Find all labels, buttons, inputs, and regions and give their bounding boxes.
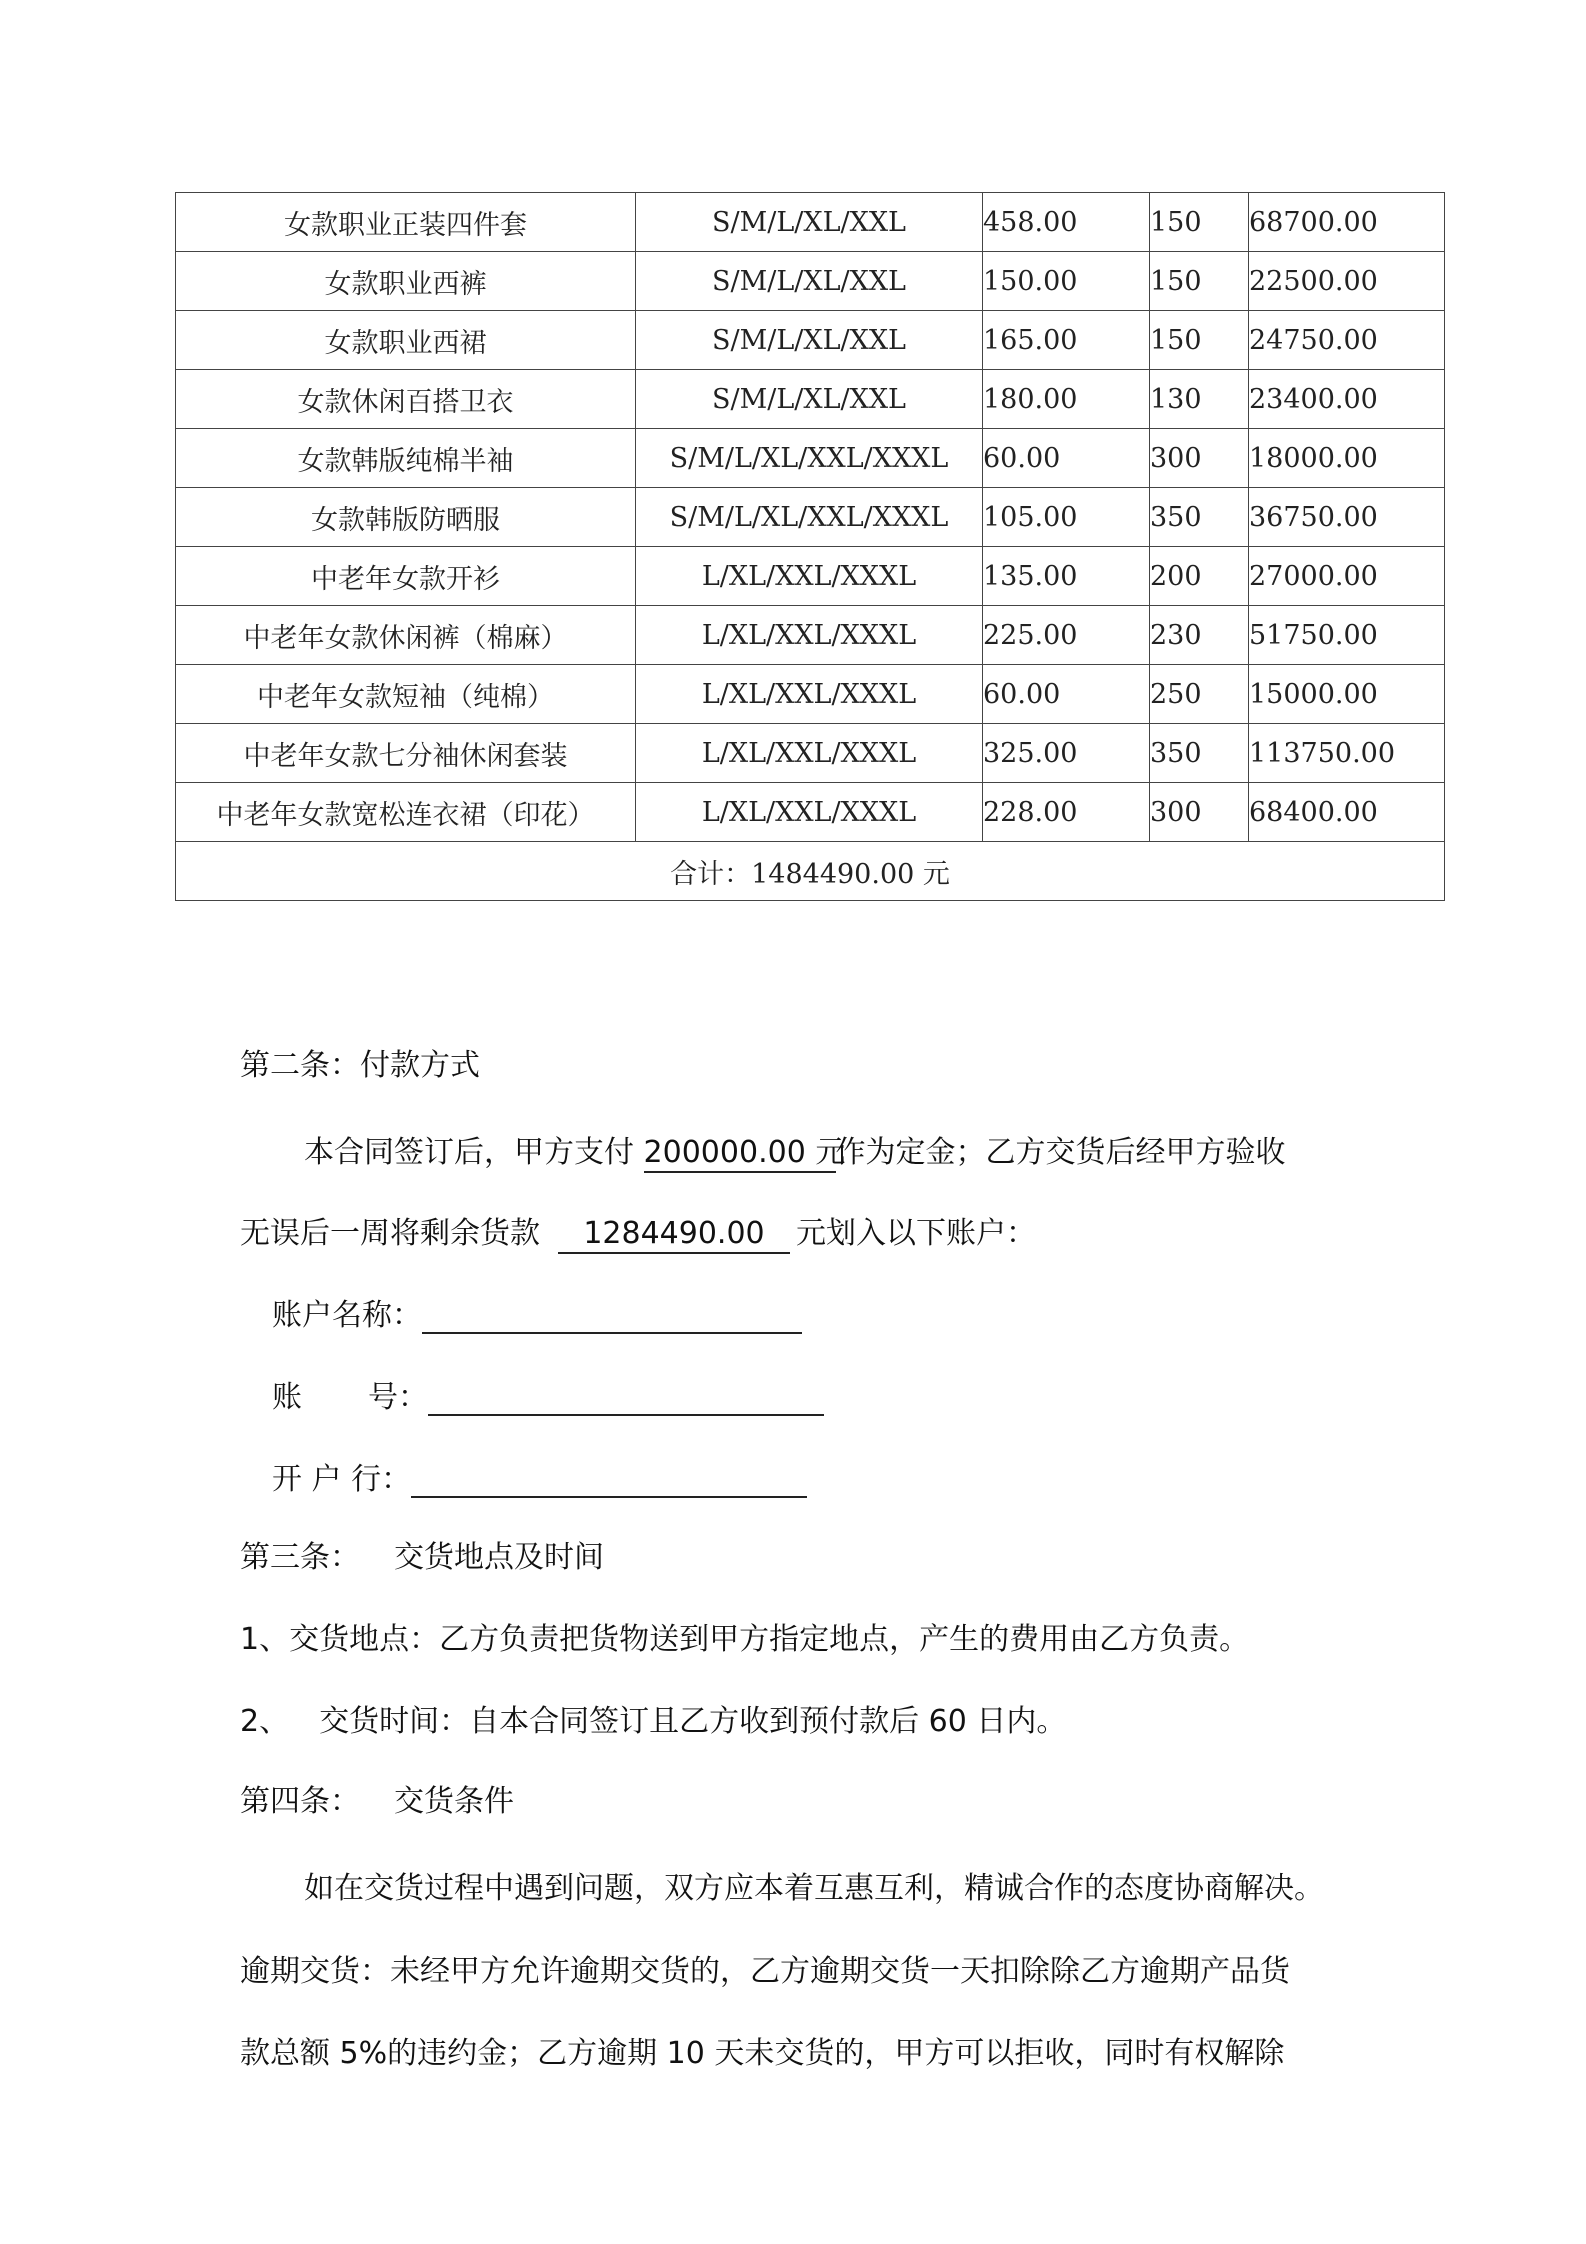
table-row [176, 311, 1445, 370]
quantity-cell: 300 [1150, 783, 1249, 842]
product-name-cell: 女款职业西裤 [176, 252, 636, 311]
article-3-title: 交货地点及时间 [394, 1540, 604, 1575]
account-number-label: 号： [368, 1380, 428, 1415]
quantity-cell: 150 [1150, 252, 1249, 311]
late-delivery-paragraph-line-1: 逾期交货：未经甲方允许逾期交货的，乙方逾期交货一天扣除除乙方逾期产品货 [240, 1954, 1290, 1989]
quantity-cell: 230 [1150, 606, 1249, 665]
quantity-cell: 150 [1150, 193, 1249, 252]
delivery-place-item: 1、交货地点：乙方负责把货物送到甲方指定地点，产生的费用由乙方负责。 [240, 1622, 1250, 1657]
product-name-cell: 中老年女款短袖（纯棉） [176, 665, 636, 724]
unit-price-cell: 165.00 [983, 311, 1150, 370]
table-row [176, 488, 1445, 547]
table-row [176, 547, 1445, 606]
amount-cell: 23400.00 [1249, 370, 1445, 429]
amount-cell: 27000.00 [1249, 547, 1445, 606]
article-4-heading [240, 1776, 1360, 1820]
quantity-cell: 130 [1150, 370, 1249, 429]
sizes-cell: S/M/L/XL/XXL/XXXL [636, 488, 983, 547]
table-row [176, 783, 1445, 842]
unit-price-cell: 60.00 [983, 665, 1150, 724]
unit-price-cell: 60.00 [983, 429, 1150, 488]
delivery-conditions-paragraph: 如在交货过程中遇到问题，双方应本着互惠互利，精诚合作的态度协商解决。 [304, 1871, 1324, 1906]
amount-cell: 15000.00 [1249, 665, 1445, 724]
product-name-cell: 女款韩版纯棉半袖 [176, 429, 636, 488]
table-row [176, 606, 1445, 665]
article-3-heading [240, 1532, 1360, 1576]
payment-paragraph-line-2 [240, 1208, 1360, 1254]
quantity-cell: 300 [1150, 429, 1249, 488]
quantity-cell: 350 [1150, 488, 1249, 547]
sizes-cell: L/XL/XXL/XXXL [636, 724, 983, 783]
goods-table-body [176, 193, 1445, 901]
bank-row [240, 1454, 1392, 1498]
table-row [176, 193, 1445, 252]
sizes-cell: L/XL/XXL/XXXL [636, 665, 983, 724]
sizes-cell: L/XL/XXL/XXXL [636, 783, 983, 842]
quantity-cell: 250 [1150, 665, 1249, 724]
product-name-cell: 中老年女款开衫 [176, 547, 636, 606]
table-row [176, 429, 1445, 488]
unit-price-cell: 325.00 [983, 724, 1150, 783]
late-delivery-paragraph-line-2: 款总额 5%的违约金；乙方逾期 10 天未交货的，甲方可以拒收，同时有权解除 [240, 2036, 1285, 2071]
account-name-blank [422, 1304, 802, 1334]
payment-text: 无误后一周将剩余货款 [240, 1216, 540, 1251]
article-4-number: 第四条： [240, 1784, 360, 1819]
goods-table [175, 192, 1445, 901]
sizes-cell: L/XL/XXL/XXXL [636, 606, 983, 665]
bank-label: 开 户 行： [272, 1462, 412, 1497]
total-cell: 合计：1484490.00 元 [176, 842, 1445, 901]
amount-cell: 51750.00 [1249, 606, 1445, 665]
unit-price-cell: 180.00 [983, 370, 1150, 429]
amount-cell: 36750.00 [1249, 488, 1445, 547]
quantity-cell: 200 [1150, 547, 1249, 606]
sizes-cell: S/M/L/XL/XXL [636, 370, 983, 429]
unit-price-cell: 458.00 [983, 193, 1150, 252]
account-number-blank [428, 1386, 824, 1416]
unit-price-cell: 228.00 [983, 783, 1150, 842]
table-row [176, 724, 1445, 783]
total-row [176, 842, 1445, 901]
product-name-cell: 女款职业西裙 [176, 311, 636, 370]
unit-price-cell: 150.00 [983, 252, 1150, 311]
product-name-cell: 中老年女款休闲裤（棉麻） [176, 606, 636, 665]
payment-text: 作为定金；乙方交货后经甲方验收 [835, 1135, 1286, 1170]
product-name-cell: 女款休闲百搭卫衣 [176, 370, 636, 429]
bank-blank [411, 1468, 807, 1498]
account-number-row [240, 1372, 1392, 1416]
item-number: 2、 [240, 1704, 290, 1739]
payment-paragraph-line-1 [240, 1127, 1424, 1173]
deposit-amount: 200000.00 元 [644, 1135, 836, 1173]
sizes-cell: L/XL/XXL/XXXL [636, 547, 983, 606]
unit-price-cell: 225.00 [983, 606, 1150, 665]
table-row [176, 370, 1445, 429]
amount-cell: 18000.00 [1249, 429, 1445, 488]
account-number-label: 账 [272, 1380, 302, 1415]
amount-cell: 24750.00 [1249, 311, 1445, 370]
unit-price-cell: 135.00 [983, 547, 1150, 606]
product-name-cell: 中老年女款七分袖休闲套装 [176, 724, 636, 783]
sizes-cell: S/M/L/XL/XXL [636, 311, 983, 370]
account-name-label: 账户名称： [272, 1298, 422, 1333]
article-4-title: 交货条件 [394, 1784, 514, 1819]
delivery-time-item [240, 1696, 1360, 1740]
amount-cell: 113750.00 [1249, 724, 1445, 783]
article-3-number: 第三条： [240, 1540, 360, 1575]
sizes-cell: S/M/L/XL/XXL [636, 193, 983, 252]
sizes-cell: S/M/L/XL/XXL [636, 252, 983, 311]
product-name-cell: 女款韩版防晒服 [176, 488, 636, 547]
payment-text: 元划入以下账户： [796, 1216, 1036, 1251]
amount-cell: 68400.00 [1249, 783, 1445, 842]
unit-price-cell: 105.00 [983, 488, 1150, 547]
product-name-cell: 女款职业正装四件套 [176, 193, 636, 252]
product-name-cell: 中老年女款宽松连衣裙（印花） [176, 783, 636, 842]
article-2-heading: 第二条：付款方式 [240, 1048, 480, 1083]
account-name-row [240, 1290, 1392, 1334]
amount-cell: 68700.00 [1249, 193, 1445, 252]
payment-text: 本合同签订后，甲方支付 [304, 1135, 644, 1170]
table-row [176, 665, 1445, 724]
sizes-cell: S/M/L/XL/XXL/XXXL [636, 429, 983, 488]
delivery-time-text: 交货时间：自本合同签订且乙方收到预付款后 60 日内。 [319, 1704, 1067, 1739]
remaining-amount: 1284490.00 [558, 1216, 790, 1254]
quantity-cell: 150 [1150, 311, 1249, 370]
table-row [176, 252, 1445, 311]
amount-cell: 22500.00 [1249, 252, 1445, 311]
quantity-cell: 350 [1150, 724, 1249, 783]
